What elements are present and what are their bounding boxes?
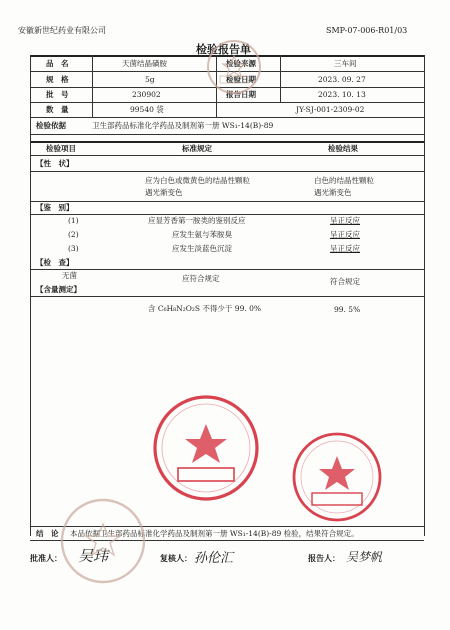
row-rule (30, 117, 424, 118)
source-label: 检验来源 (226, 59, 256, 68)
row-rule (30, 296, 424, 297)
appearance-standard-1: 应为白色或微黄色的结晶性颗粒 (145, 176, 250, 185)
identify-3-result: 呈正反应 (330, 244, 360, 253)
row-rule (30, 214, 424, 215)
col-rule (280, 55, 281, 102)
faded-company-seal-icon (205, 38, 263, 96)
source-value: 三车间 (334, 59, 357, 68)
report-number: JY-SJ-001-2309-02 (296, 105, 365, 114)
conclusion-text: 本品依据卫生部药品标准化学药品及制剂第一册 WS₁-14(B)-89 检验，结果符合规定。 (70, 529, 359, 538)
basis-label: 检验依据 (36, 121, 66, 130)
appearance-result-2: 遇光渐变色 (314, 188, 352, 197)
product-value: 天菌结晶磺胺 (122, 59, 167, 68)
col-header-rule (30, 155, 424, 156)
company-name: 安徽新世纪药业有限公司 (18, 26, 106, 35)
row-rule (30, 102, 424, 103)
approver-label: 批准人： (30, 553, 62, 563)
appearance-result-1: 白色的结晶性颗粒 (314, 176, 374, 185)
section-appearance: 【性 状】 (36, 159, 74, 168)
assay-result: 99. 5% (334, 305, 361, 314)
reviewer-label: 复核人： (160, 553, 192, 563)
row-rule (30, 171, 424, 172)
identify-2-standard: 应发生氨与苯胺臭 (172, 230, 232, 239)
table-right-border (424, 55, 425, 536)
sterile-result: 符合规定 (330, 277, 360, 286)
qty-value: 99540 袋 (130, 105, 164, 114)
reporter-label: 报告人： (308, 553, 340, 563)
section-assay: 【含量测定】 (36, 285, 81, 294)
section-inspect: 【检 查】 (36, 258, 74, 267)
col-result-header: 检验结果 (328, 144, 358, 153)
sterile-item: 无菌 (62, 271, 77, 280)
table-header-rule (30, 141, 424, 143)
identify-1-result: 呈正反应 (330, 216, 360, 225)
appearance-standard-2: 遇光渐变色 (145, 188, 183, 197)
identify-3-no: (3) (68, 244, 79, 253)
row-rule (30, 134, 424, 135)
reporter-signature: 吴梦帆 (346, 550, 383, 564)
identify-3-standard: 应发生淡蓝色沉淀 (172, 244, 232, 253)
approver-signature: 吴玮 (78, 547, 109, 565)
col-item-header: 检验项目 (46, 144, 76, 153)
reviewer-signature: 孙伦汇 (194, 551, 234, 566)
batch-label: 批 号 (46, 90, 69, 99)
identify-1-no: (1) (68, 216, 79, 225)
col-standard-header: 标准规定 (182, 144, 212, 153)
report-date-label: 报告日期 (226, 90, 256, 99)
spec-value: 5g (145, 75, 155, 84)
doc-code: SMP-07-006-R01/03 (326, 26, 408, 35)
distributor-seal-icon (290, 430, 384, 524)
identify-2-result: 呈正反应 (330, 230, 360, 239)
product-label: 品 名 (46, 59, 69, 68)
row-rule (30, 269, 424, 270)
identify-1-standard: 应显芳香第一胺类的鉴别反应 (148, 216, 246, 225)
section-identify: 【鉴 别】 (36, 203, 74, 212)
report-title: 检验报告单 (196, 43, 251, 56)
conclusion-label: 结 论 (36, 529, 59, 538)
assay-standard: 含 C₆H₈N₂O₂S 不得少于 99. 0% (148, 304, 262, 313)
sterile-standard: 应符合规定 (182, 274, 220, 283)
spec-label: 规 格 (46, 75, 69, 84)
faded-company-seal-icon (58, 496, 148, 586)
batch-value: 230902 (132, 90, 161, 99)
report-date-value: 2023. 10. 13 (318, 90, 366, 99)
identify-2-no: (2) (68, 230, 79, 239)
row-rule (30, 201, 424, 202)
col-rule (92, 55, 93, 117)
qty-label: 数 量 (46, 105, 69, 114)
check-date-label: 检验日期 (226, 75, 256, 84)
basis-value: 卫生部药品标准化学药品及制剂第一册 WS₁-14(B)-89 (92, 121, 274, 130)
check-date-value: 2023. 09. 27 (318, 75, 366, 84)
quality-seal-icon (150, 392, 262, 504)
